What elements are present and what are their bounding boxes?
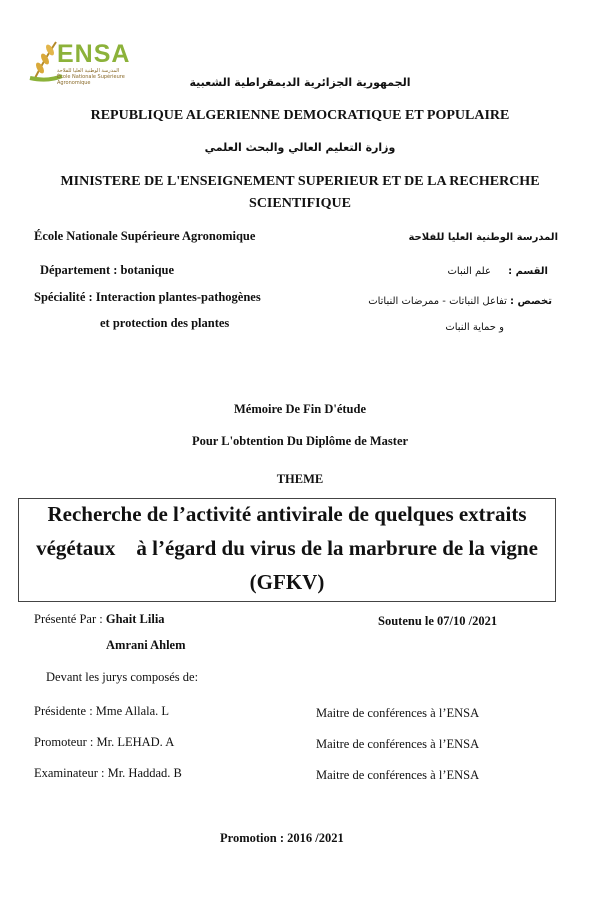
presented-by — [34, 612, 165, 627]
department-arabic-label: القسم : — [508, 266, 548, 277]
specialty-arabic-line2: و حماية النبات — [445, 322, 504, 333]
jury-member-title: Maitre de conférences à l’ENSA — [316, 706, 480, 720]
presented-label: Présenté Par : — [34, 612, 106, 626]
republic-arabic: الجمهورية الجزائرية الديمقراطية الشعبية — [189, 76, 411, 89]
specialty-french-line1: Spécialité : Interaction plantes-pathogènes — [34, 290, 261, 304]
logo-subtitle: المدرسة الوطنية العليا للفلاحة École Nationale Supérieure Agronomique — [57, 68, 125, 86]
republic-french: REPUBLIQUE ALGERIENNE DEMOCRATIQUE ET POPULAIRE — [90, 108, 510, 123]
promotion: Promotion : 2016 /2021 — [220, 831, 344, 845]
jury-member-role: Examinateur : Mr. Haddad. B — [34, 766, 182, 780]
school-name-arabic: المدرسة الوطنية العليا للفلاحة — [408, 232, 558, 243]
thesis-title-line3: (GFKV) — [249, 570, 325, 594]
jury-member-title: Maitre de conférences à l’ENSA — [316, 768, 480, 782]
specialty-arabic-label: تخصص : — [510, 296, 552, 307]
student-2: Amrani Ahlem — [106, 638, 186, 652]
logo-name: ENSA — [57, 40, 131, 68]
ministry-arabic: وزارة التعليم العالي والبحث العلمي — [204, 141, 396, 154]
student-1: Ghait Lilia — [105, 612, 165, 626]
jury-member-role: Promoteur : Mr. LEHAD. A — [34, 735, 175, 749]
department-arabic — [447, 266, 548, 277]
memoire-line2: Pour L'obtention Du Diplôme de Master — [191, 434, 409, 448]
specialty-french-line2: et protection des plantes — [100, 316, 230, 330]
jury-intro: Devant les jurys composés de: — [46, 670, 199, 684]
thesis-title-line1: Recherche de l’activité antivirale de quelques extraits — [47, 502, 527, 526]
department-french: Département : botanique — [40, 263, 175, 277]
specialty-arabic-value: تفاعل النباتات - ممرضات النباتات — [368, 296, 507, 307]
jury-member-title: Maitre de conférences à l’ENSA — [316, 737, 480, 751]
defense-date: Soutenu le 07/10 /2021 — [378, 614, 498, 628]
school-name-french: École Nationale Supérieure Agronomique — [34, 229, 256, 243]
department-arabic-value: علم النبات — [447, 266, 491, 277]
theme-label: THEME — [276, 472, 324, 486]
memoire-line1: Mémoire De Fin D'étude — [233, 402, 367, 416]
specialty-arabic — [368, 296, 552, 307]
ministry-french-line2: SCIENTIFIQUE — [249, 196, 351, 211]
thesis-title-line2: végétaux à l’égard du virus de la marbrure de la vigne — [36, 536, 538, 560]
thesis-title — [18, 497, 556, 599]
jury-member-role: Présidente : Mme Allala. L — [34, 704, 170, 718]
ministry-french-line1: MINISTERE DE L'ENSEIGNEMENT SUPERIEUR ET DE LA RECHERCHE — [60, 174, 540, 189]
